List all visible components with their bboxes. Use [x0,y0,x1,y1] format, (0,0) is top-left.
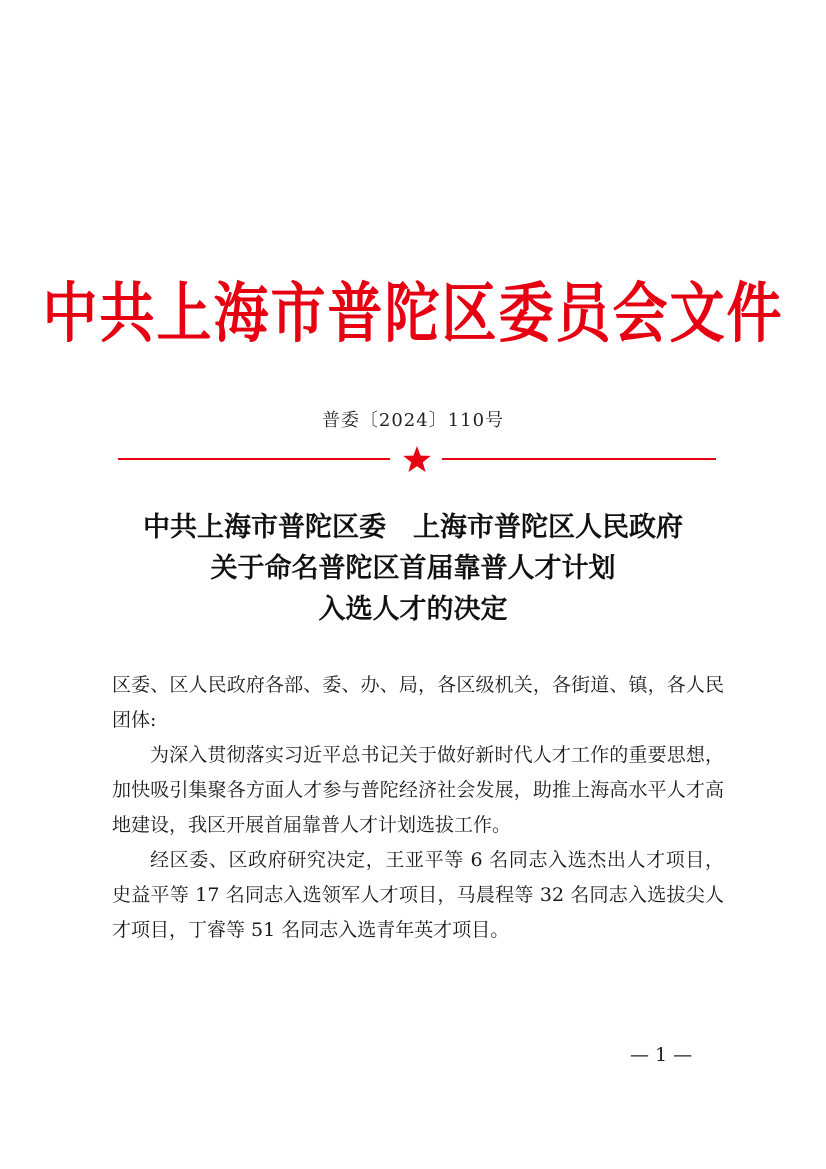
body-paragraph-2: 经区委、区政府研究决定，王亚平等 6 名同志入选杰出人才项目，史益平等 17 名同志入选领军人才项目，马晨程等 32 名同志入选拔尖人才项目，丁睿等 51 名同志入选青年英才项目。 [112,849,724,941]
document-title [0,507,826,630]
page-number: — 1 — [630,1044,693,1066]
body-paragraph-1: 为深入贯彻落实习近平总书记关于做好新时代人才工作的重要思想，加快吸引集聚各方面人才参与普陀经济社会发展，助推上海高水平人才高地建设，我区开展首届靠普人才计划选拔工作。 [112,744,724,836]
document-number: 普委〔2024〕110号 [321,410,505,431]
red-divider [118,444,716,474]
divider-line-left [118,458,390,460]
title-line-1: 中共上海市普陀区委 上海市普陀区人民政府 [143,512,683,543]
red-star-icon [400,444,434,474]
title-line-3: 入选人才的决定 [318,594,508,625]
salutation: 区委、区人民政府各部、委、办、局，各区级机关，各街道、镇，各人民团体: [112,674,724,731]
divider-line-right [442,458,716,460]
document-masthead: 中共上海市普陀区委员会文件 [42,274,784,351]
title-line-2: 关于命名普陀区首届靠普人才计划 [210,553,616,584]
document-body [112,668,724,948]
